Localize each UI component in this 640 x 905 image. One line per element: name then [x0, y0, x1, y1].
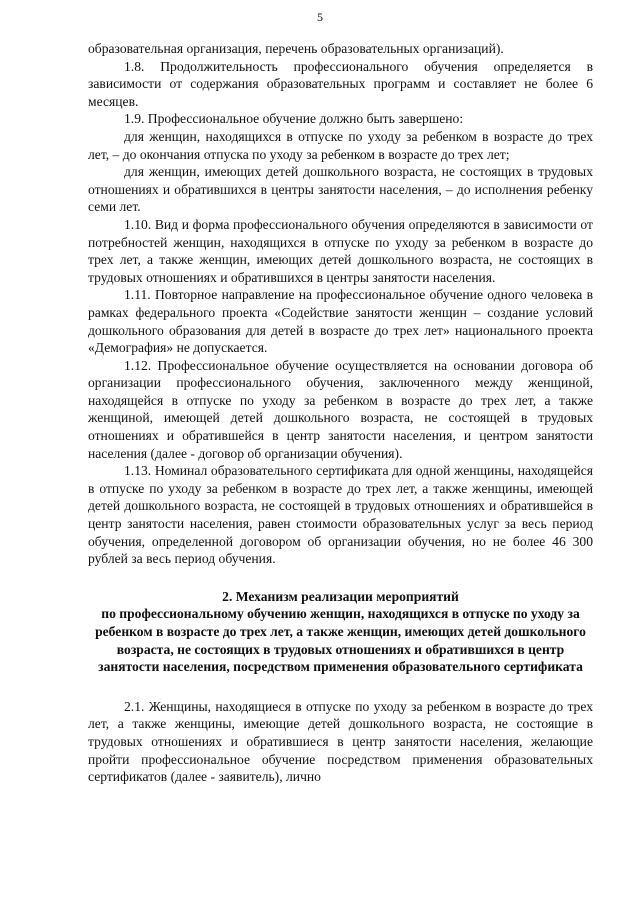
section-title: 2. Механизм реализации мероприятий: [222, 588, 459, 604]
paragraph-1-12: 1.12. Профессиональное обучение осуществляется на основании договора об организации профессионального обучения, заключенного между женщиной, находящейся в отпуске по уходу за ребенком в возрасте до трех лет, а также женщиной, имеющей детей дошкольного возраста, не состоящей в трудовых отношениях и обратившейся в центр занятости населения, и центром занятости населения (далее - договор об организации обучения).: [88, 357, 593, 461]
paragraph-continuation: образовательная организация, перечень образовательных организаций).: [88, 41, 504, 56]
document-body: [88, 40, 593, 786]
paragraph-1-9-a: для женщин, находящихся в отпуске по уходу за ребенком в возрасте до трех лет, – до окончания отпуска по уходу за ребенком в возрасте до трех лет;: [88, 128, 593, 162]
page-number: 5: [317, 10, 323, 24]
paragraph-1-10: 1.10. Вид и форма профессионального обучения определяются в зависимости от потребностей женщин, находящихся в отпуске по уходу за ребенком в возрасте до трех лет, а также женщин, имеющих детей дошкольного возраста, не состоящих в трудовых отношениях и обратившихся в центры занятости населения.: [88, 216, 593, 285]
paragraph-1-8: 1.8. Продолжительность профессионального обучения определяется в зависимости от содержания образовательных программ и составляет не более 6 месяцев.: [88, 58, 593, 109]
paragraph-1-13: 1.13. Номинал образовательного сертификата для одной женщины, находящейся в отпуске по уходу за ребенком в возрасте до трех лет, а также женщины, имеющей детей дошкольного возраста, не состоящей в трудовых отношениях и обратившейся в центр занятости населения, равен стоимости образовательных услуг за весь период обучения, определенной договором об организации обучения, но не более 46 300 рублей за весь период обучения.: [88, 463, 593, 567]
paragraph-1-9-b: для женщин, имеющих детей дошкольного возраста, не состоящих в трудовых отношениях и обратившихся в центры занятости населения, – до исполнения ребенку семи лет.: [88, 164, 593, 215]
paragraph-2-1: 2.1. Женщины, находящиеся в отпуске по уходу за ребенком в возрасте до трех лет, а также женщины, имеющие детей дошкольного возраста, не состоящие в трудовых отношениях и обратившиеся в центр занятости населения, желающие пройти профессиональное обучение посредством применения образовательных сертификатов (далее - заявитель), лично: [88, 698, 593, 785]
section-heading: [88, 588, 593, 676]
section-subtitle: по профессиональному обучению женщин, находящихся в отпуске по уходу за ребенком в возрасте до трех лет, а также женщин, имеющих детей дошкольного возраста, не состоящих в трудовых отношениях и обратившихся в центр занятости населения, посредством применения образовательного сертификата: [95, 606, 586, 675]
paragraph-1-11: 1.11. Повторное направление на профессиональное обучение одного человека в рамках федерального проекта «Содействие занятости женщин – создание условий дошкольного образования для детей в возрасте до трех лет» национального проекта «Демография» не допускается.: [88, 287, 593, 356]
paragraph-1-9: 1.9. Профессиональное обучение должно быть завершено:: [124, 111, 464, 127]
